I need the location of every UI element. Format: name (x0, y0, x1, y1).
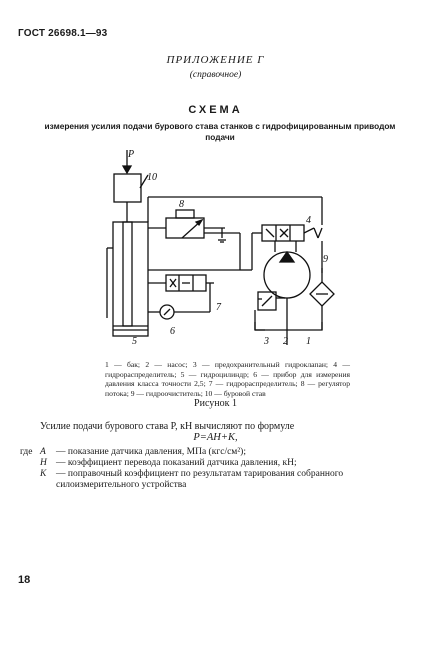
definition-text: — показание датчика давления, МПа (кгс/см²); (56, 447, 246, 457)
force-arrow-head (123, 166, 131, 173)
tank (255, 322, 322, 330)
definition-text: — поправочный коэффициент по результатам тарирования собранного силоизмерительного устройства (56, 469, 344, 490)
force-label: P (128, 149, 135, 160)
label-4: 4 (306, 215, 311, 226)
label-6: 6 (170, 326, 175, 337)
hydraulic-cylinder (113, 222, 148, 336)
definition-symbol: A (40, 447, 46, 457)
definitions-list (20, 447, 415, 491)
definition-lead: где (20, 447, 33, 457)
label-7: 7 (216, 302, 221, 313)
formula: P=AH+K, (193, 432, 238, 443)
definition-lead (20, 469, 40, 491)
label-1: 1 (306, 336, 311, 347)
pump-arrow (280, 252, 294, 262)
label-5: 5 (132, 336, 137, 347)
label-8: 8 (179, 199, 184, 210)
figure-legend: 1 — бак; 2 — насос; 3 — предохранительный гидроклапан; 4 — гидрораспределитель; 5 — гидроцилиндр; 6 — прибор для измерения давления класса точности 2,5; 7 — гидрораспределитель; 8 — регулятор потока; 9 — гидроочиститель; 10 — буровой став (105, 360, 350, 398)
definition-symbol: K (40, 469, 47, 479)
appendix-title: ПРИЛОЖЕНИЕ Г (166, 54, 265, 66)
figure-caption: Рисунок 1 (194, 398, 237, 409)
scheme-subtitle: измерения усилия подачи бурового става станков с гидрофицированным приводом подачи (44, 121, 396, 142)
document-header: ГОСТ 26698.1—93 (18, 28, 108, 39)
definition-row (20, 458, 415, 469)
cylinder-rod (123, 222, 132, 326)
formula-intro: Усилие подачи бурового става P, кН вычисляют по формуле (40, 421, 295, 432)
label-10: 10 (147, 172, 157, 183)
drill-rod-block (114, 174, 141, 202)
definition-lead (20, 458, 40, 469)
label-3: 3 (264, 336, 269, 347)
definition-symbol: H (40, 458, 47, 468)
scheme-heading: СХЕМА (188, 104, 243, 116)
distributor-upper (262, 225, 304, 241)
appendix-type: (справочное) (189, 70, 242, 80)
label-2: 2 (283, 336, 288, 347)
label-9: 9 (323, 254, 328, 265)
definition-row (20, 447, 415, 458)
page-number: 18 (18, 574, 31, 586)
definition-text: — коэффициент перевода показаний датчика давления, кН; (56, 458, 297, 468)
definition-row (20, 469, 415, 491)
